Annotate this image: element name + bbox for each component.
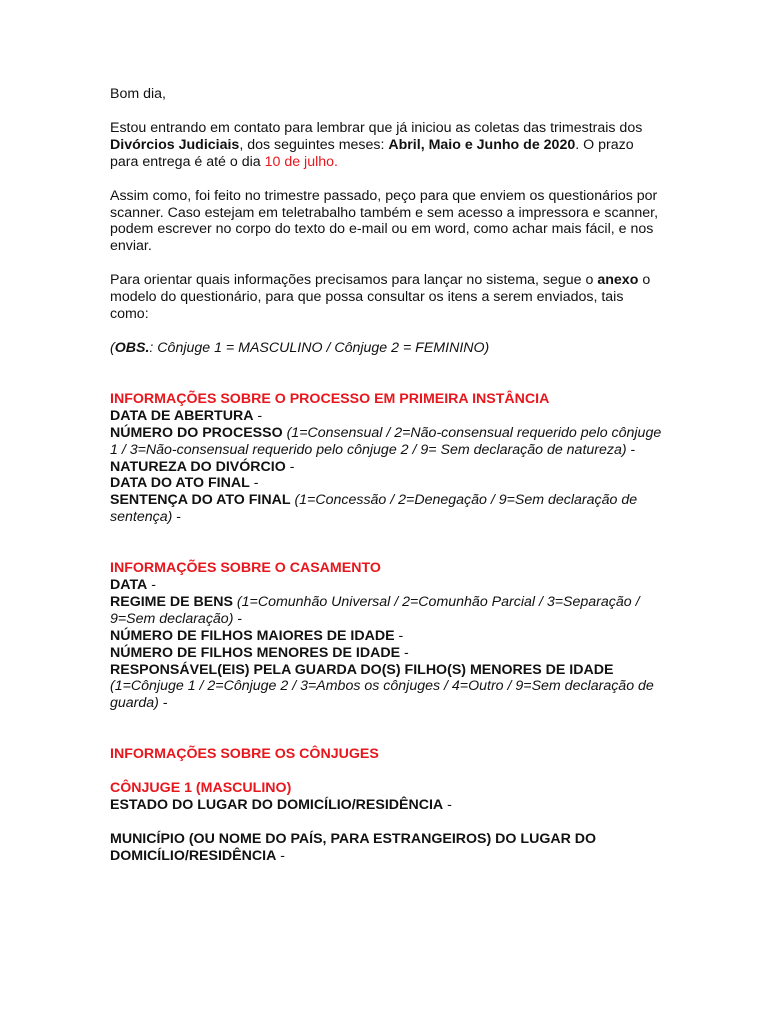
field-label: DATA DE ABERTURA — [110, 407, 254, 424]
email-body — [110, 86, 662, 865]
field-label: DATA DO ATO FINAL — [110, 475, 250, 492]
field-label: NÚMERO DO PROCESSO — [110, 424, 283, 441]
field-item — [110, 628, 662, 645]
field-suffix: - — [249, 475, 259, 492]
section-heading-casamento: INFORMAÇÕES SOBRE O CASAMENTO — [110, 560, 381, 577]
field-suffix: - — [443, 797, 452, 814]
field-label: NÚMERO DE FILHOS MENORES DE IDADE — [110, 644, 401, 661]
field-label: DATA — [110, 577, 148, 594]
orient-bold-anexo: anexo — [597, 272, 639, 289]
field-note: (1=Cônjuge 1 / 2=Cônjuge 2 / 3=Ambos os cônjuges / 4=Outro / 9=Sem declaração de guarda) — [110, 678, 654, 712]
intro-text: Estou entrando em contato para lembrar que já iniciou as coletas das trimestrais dos — [110, 119, 643, 136]
spacer — [110, 171, 662, 188]
field-item — [110, 645, 662, 662]
field-estado-domicilio — [110, 797, 662, 814]
spacer — [110, 763, 662, 780]
field-item — [110, 492, 662, 526]
intro-bold-divorcios: Divórcios Judiciais — [110, 136, 240, 153]
intro-bold-months: Abril, Maio e Junho de 2020 — [388, 136, 576, 153]
orient-text: Para orientar quais informações precisamos para lançar no sistema, segue o — [110, 272, 598, 289]
section-heading-processo: INFORMAÇÕES SOBRE O PROCESSO EM PRIMEIRA INSTÂNCIA — [110, 390, 550, 407]
field-suffix: - — [400, 644, 409, 661]
spacer — [110, 103, 662, 120]
subheading-conjuge-1: CÔNJUGE 1 (MASCULINO) — [110, 780, 292, 797]
field-suffix: - — [172, 509, 181, 526]
field-label: NATUREZA DO DIVÓRCIO — [110, 458, 286, 475]
field-note: (1=Comunhão Universal / 2=Comunhão Parcial / 3=Separação / 9=Sem declaração) — [110, 593, 640, 627]
field-suffix: - — [158, 695, 168, 712]
intro-text: , dos seguintes meses: — [239, 136, 389, 153]
spacer — [110, 526, 662, 560]
field-item — [110, 425, 662, 459]
field-item — [110, 459, 662, 476]
field-suffix: - — [276, 847, 285, 864]
field-note: (1=Concessão / 2=Denegação / 9=Sem declaração de sentença) — [110, 492, 638, 526]
field-suffix: - — [233, 610, 243, 627]
intro-period: . — [334, 153, 338, 170]
field-item — [110, 662, 662, 713]
field-label: NÚMERO DE FILHOS MAIORES DE IDADE — [110, 627, 395, 644]
obs-label: OBS. — [114, 339, 150, 356]
field-suffix: - — [394, 627, 404, 644]
casamento-list — [110, 577, 662, 712]
intro-paragraph — [110, 120, 662, 171]
spacer — [110, 323, 662, 340]
obs-line — [110, 340, 662, 357]
spacer — [110, 255, 662, 272]
field-suffix: - — [253, 407, 263, 424]
field-item — [110, 594, 662, 628]
obs-open: ( — [110, 339, 115, 356]
field-label: SENTENÇA DO ATO FINAL — [110, 492, 291, 509]
field-item — [110, 475, 662, 492]
field-label: REGIME DE BENS — [110, 593, 233, 610]
field-suffix: - — [147, 577, 156, 594]
field-suffix: - — [626, 441, 636, 458]
scanner-paragraph: Assim como, foi feito no trimestre passado, peço para que enviem os questionários por scanner. Caso estejam em teletrabalho também e sem acesso a impressora e scanner, podem escrever no corpo do texto do e-mail ou em word, como achar mais fácil, e nos enviar. — [110, 187, 659, 255]
field-label: ESTADO DO LUGAR DO DOMICÍLIO/RESIDÊNCIA — [110, 797, 444, 814]
greeting: Bom dia, — [110, 86, 166, 102]
deadline-date: 10 de julho — [264, 153, 335, 170]
field-item — [110, 577, 662, 594]
orient-text: o modelo do questionário, para que possa consultar os itens a serem enviados, tais como: — [110, 272, 651, 323]
spacer — [110, 712, 662, 746]
spacer — [110, 814, 662, 831]
obs-text: : Cônjuge 1 = MASCULINO / Cônjuge 2 = FEMININO) — [149, 339, 490, 356]
field-item — [110, 408, 662, 425]
processo-list — [110, 408, 662, 526]
field-label: RESPONSÁVEL(EIS) PELA GUARDA DO(S) FILHO(S) MENORES DE IDADE — [110, 661, 614, 678]
spacer — [110, 357, 662, 391]
intro-text: . O prazo para entrega é até o dia — [110, 136, 634, 170]
field-suffix: - — [285, 458, 295, 475]
section-heading-conjuges: INFORMAÇÕES SOBRE OS CÔNJUGES — [110, 746, 379, 763]
orient-paragraph — [110, 272, 662, 323]
field-municipio-domicilio — [110, 831, 662, 865]
field-note: (1=Consensual / 2=Não-consensual requerido pelo cônjuge 1 / 3=Não-consensual requerido pelo cônjuge 2 / 9= Sem declaração de natureza) — [110, 424, 662, 458]
field-label: MUNICÍPIO (OU NOME DO PAÍS, PARA ESTRANGEIROS) DO LUGAR DO DOMICÍLIO/RESIDÊNCIA — [110, 831, 597, 864]
